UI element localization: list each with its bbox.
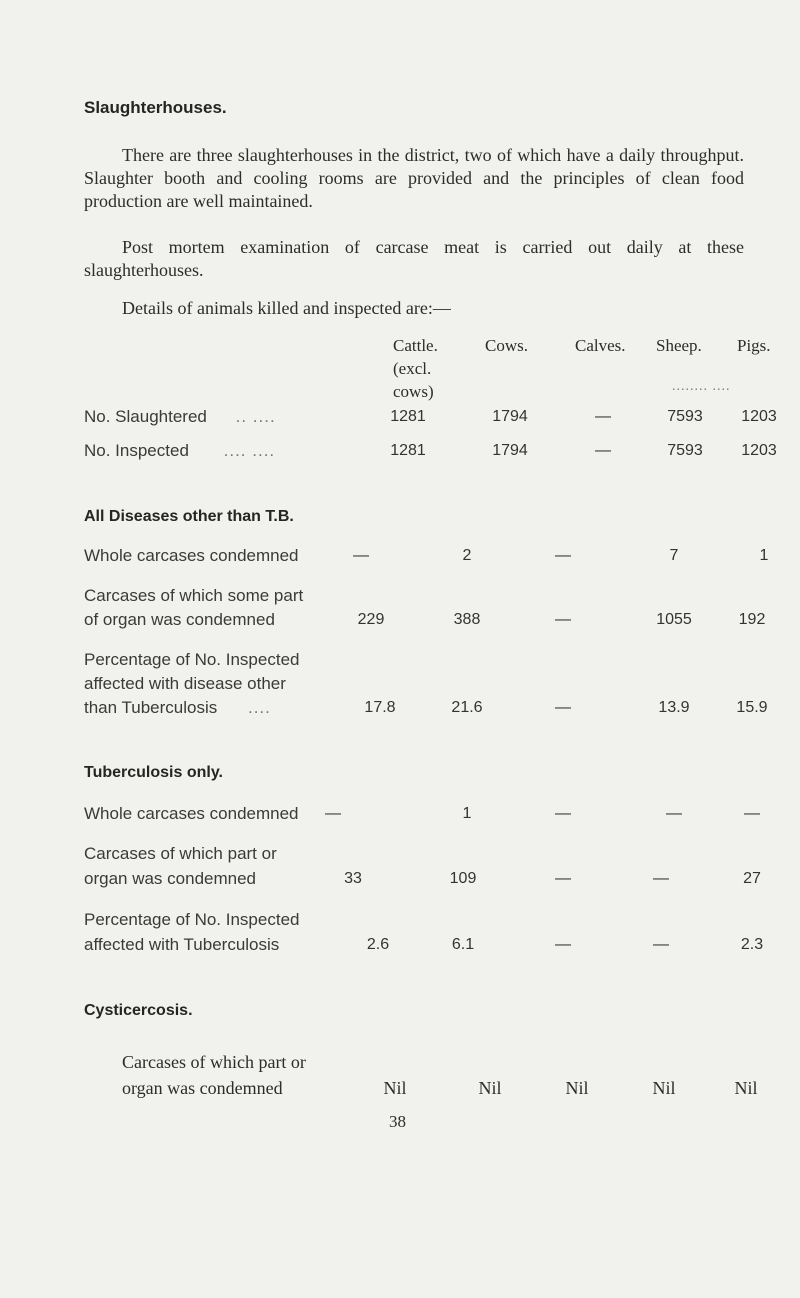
col-cows: Cows. [485, 336, 528, 355]
od-whole-sheep: 7 [669, 547, 679, 564]
slaughtered-sheep: 7593 [667, 408, 703, 425]
od-pct-label-line3 [84, 698, 271, 718]
section-heading: Slaughterhouses. [84, 98, 227, 117]
od-whole-label: Whole carcases condemned [84, 546, 299, 565]
tb-whole-sheep: — [666, 805, 682, 822]
cy-part-sheep: Nil [652, 1078, 676, 1098]
od-pct-pigs: 15.9 [736, 699, 768, 716]
tb-pct-cattle: 2.6 [366, 936, 390, 953]
dotted-filler: ........ .... [672, 379, 731, 394]
cy-part-label-line2: organ was condemned [122, 1078, 283, 1098]
od-pct-calves: — [555, 699, 571, 716]
row-slaughtered-label [84, 407, 276, 427]
tb-pct-label-line1: Percentage of No. Inspected [84, 910, 300, 929]
cy-part-calves: Nil [565, 1078, 589, 1098]
tb-part-label-line2: organ was condemned [84, 869, 257, 888]
page-number: 38 [389, 1112, 406, 1131]
od-whole-cows: 2 [462, 547, 472, 564]
inspected-sheep: 7593 [667, 442, 703, 459]
od-part-cattle: 229 [357, 611, 385, 628]
tb-pct-cows: 6.1 [451, 936, 475, 953]
other-diseases-heading: All Diseases other than T.B. [84, 508, 294, 525]
row-slaughtered-leader: .. .... [235, 407, 276, 426]
od-whole-pigs: 1 [759, 547, 769, 564]
slaughtered-pigs: 1203 [741, 408, 777, 425]
slaughtered-cattle: 1281 [390, 408, 426, 425]
tb-whole-pigs: — [744, 805, 760, 822]
col-sheep: Sheep. [656, 336, 702, 355]
tb-pct-label-line2: affected with Tuberculosis [84, 935, 280, 954]
col-cattle-line2: (excl. [393, 359, 432, 378]
row-inspected-leader: .... .... [223, 441, 276, 460]
tb-pct-calves: — [555, 936, 571, 953]
od-pct-label-line2: affected with disease other [84, 674, 286, 693]
tb-whole-label: Whole carcases condemned [84, 804, 299, 823]
tb-pct-pigs: 2.3 [740, 936, 764, 953]
cy-part-cows: Nil [478, 1078, 502, 1098]
cysticercosis-heading: Cysticercosis. [84, 1002, 193, 1019]
od-pct-sheep: 13.9 [658, 699, 690, 716]
col-pigs: Pigs. [737, 336, 771, 355]
row-inspected-label-text: No. Inspected [84, 441, 189, 460]
tb-part-calves: — [555, 870, 571, 887]
tuberculosis-heading: Tuberculosis only. [84, 764, 223, 781]
cy-part-cattle: Nil [383, 1078, 407, 1098]
row-slaughtered-label-text: No. Slaughtered [84, 407, 207, 426]
od-part-pigs: 192 [738, 611, 766, 628]
inspected-cattle: 1281 [390, 442, 426, 459]
od-pct-label-line1: Percentage of No. Inspected [84, 650, 300, 669]
paragraph-1 [84, 144, 744, 213]
od-part-sheep: 1055 [656, 611, 692, 628]
od-whole-cattle: — [353, 547, 369, 564]
od-pct-label-line3-text: than Tuberculosis [84, 698, 218, 717]
tb-part-pigs: 27 [743, 870, 761, 887]
col-calves: Calves. [575, 336, 626, 355]
paragraph-2-text: Post mortem examination of carcase meat is carried out daily at these slaughterhouses. [84, 237, 744, 280]
od-pct-cattle: 17.8 [364, 699, 396, 716]
tb-whole-cows: 1 [462, 805, 472, 822]
inspected-pigs: 1203 [741, 442, 777, 459]
tb-part-sheep: — [653, 870, 669, 887]
od-part-cows: 388 [453, 611, 481, 628]
tb-whole-calves: — [555, 805, 571, 822]
cy-part-pigs: Nil [734, 1078, 758, 1098]
col-cattle-line1: Cattle. [393, 336, 438, 355]
od-pct-cows: 21.6 [451, 699, 483, 716]
tb-part-label-line1: Carcases of which part or [84, 844, 277, 863]
od-part-label-line2: of organ was condemned [84, 610, 275, 629]
tb-part-cattle: 33 [344, 870, 362, 887]
slaughtered-cows: 1794 [492, 408, 528, 425]
details-intro: Details of animals killed and inspected are:— [122, 298, 451, 318]
paragraph-1-text: There are three slaughterhouses in the district, two of which have a daily throughput. Slaughter booth and cooling rooms are provided and the principles of clean food production are well maintained. [84, 145, 744, 211]
inspected-cows: 1794 [492, 442, 528, 459]
od-part-calves: — [555, 611, 571, 628]
cy-part-label-line1: Carcases of which part or [122, 1052, 306, 1072]
col-cattle-line3: cows) [393, 382, 434, 401]
paragraph-2 [84, 236, 744, 282]
tb-whole-cattle: — [325, 805, 341, 822]
row-inspected-label [84, 441, 275, 461]
slaughtered-calves: — [595, 408, 611, 425]
tb-pct-sheep: — [653, 936, 669, 953]
inspected-calves: — [595, 442, 611, 459]
od-pct-leader: .... [247, 698, 271, 717]
od-part-label-line1: Carcases of which some part [84, 586, 304, 605]
od-whole-calves: — [555, 547, 571, 564]
tb-part-cows: 109 [449, 870, 477, 887]
